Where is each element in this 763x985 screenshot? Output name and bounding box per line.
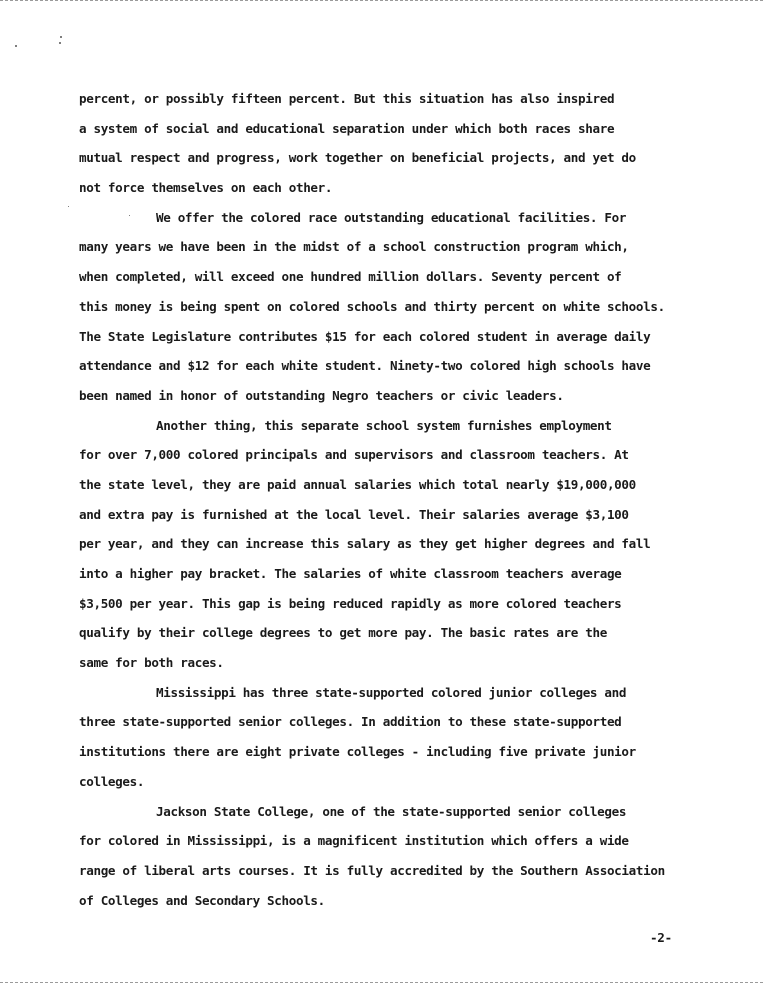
bottom-scan-border [0, 982, 763, 983]
text-line: for over 7,000 colored principals and supervisors and classroom teachers. At [79, 447, 629, 463]
scan-speck [15, 45, 17, 47]
page-number: -2- [650, 930, 672, 945]
text-line: many years we have been in the midst of a school construction program which, [79, 239, 629, 255]
text-line: three state-supported senior colleges. In addition to these state-supported [79, 714, 622, 730]
text-line: for colored in Mississippi, is a magnificent institution which offers a wide [79, 833, 629, 849]
text-line: attendance and $12 for each white student. Ninety-two colored high schools have [79, 358, 651, 374]
text-line: been named in honor of outstanding Negro teachers or civic leaders. [79, 387, 564, 403]
text-line: when completed, will exceed one hundred million dollars. Seventy percent of [79, 269, 622, 285]
text-line: Mississippi has three state-supported colored junior colleges and [156, 684, 627, 700]
text-line: qualify by their college degrees to get more pay. The basic rates are the [79, 625, 607, 641]
text-line: $3,500 per year. This gap is being reduced rapidly as more colored teachers [79, 595, 622, 611]
text-line: range of liberal arts courses. It is fully accredited by the Southern Association [79, 862, 665, 878]
text-line: percent, or possibly fifteen percent. But this situation has also inspired [79, 91, 615, 106]
text-line: and extra pay is furnished at the local level. Their salaries average $3,100 [79, 506, 629, 522]
text-line: institutions there are eight private colleges - including five private junior [79, 744, 636, 760]
text-line: of Colleges and Secondary Schools. [79, 892, 325, 908]
text-line: the state level, they are paid annual salaries which total nearly $19,000,000 [79, 476, 636, 492]
text-line: colleges. [79, 773, 145, 789]
text-line: same for both races. [79, 655, 224, 671]
text-line: Another thing, this separate school system furnishes employment [156, 417, 612, 433]
text-line: per year, and they can increase this salary as they get higher degrees and fall [79, 536, 651, 552]
text-line: this money is being spent on colored schools and thirty percent on white schools. [79, 298, 665, 314]
scan-speck [68, 206, 69, 207]
top-scan-border [0, 0, 763, 1]
text-line: We offer the colored race outstanding educational facilities. For [156, 209, 627, 225]
text-line: a system of social and educational separation under which both races share [79, 120, 615, 136]
body-text [79, 84, 704, 915]
scan-speck [60, 36, 62, 38]
scan-speck [59, 42, 61, 44]
text-line: not force themselves on each other. [79, 180, 333, 196]
text-line: Jackson State College, one of the state-supported senior colleges [156, 803, 627, 819]
text-line: mutual respect and progress, work together on beneficial projects, and yet do [79, 150, 636, 166]
text-line: The State Legislature contributes $15 for each colored student in average daily [79, 328, 651, 344]
text-line: into a higher pay bracket. The salaries of white classroom teachers average [79, 566, 622, 581]
